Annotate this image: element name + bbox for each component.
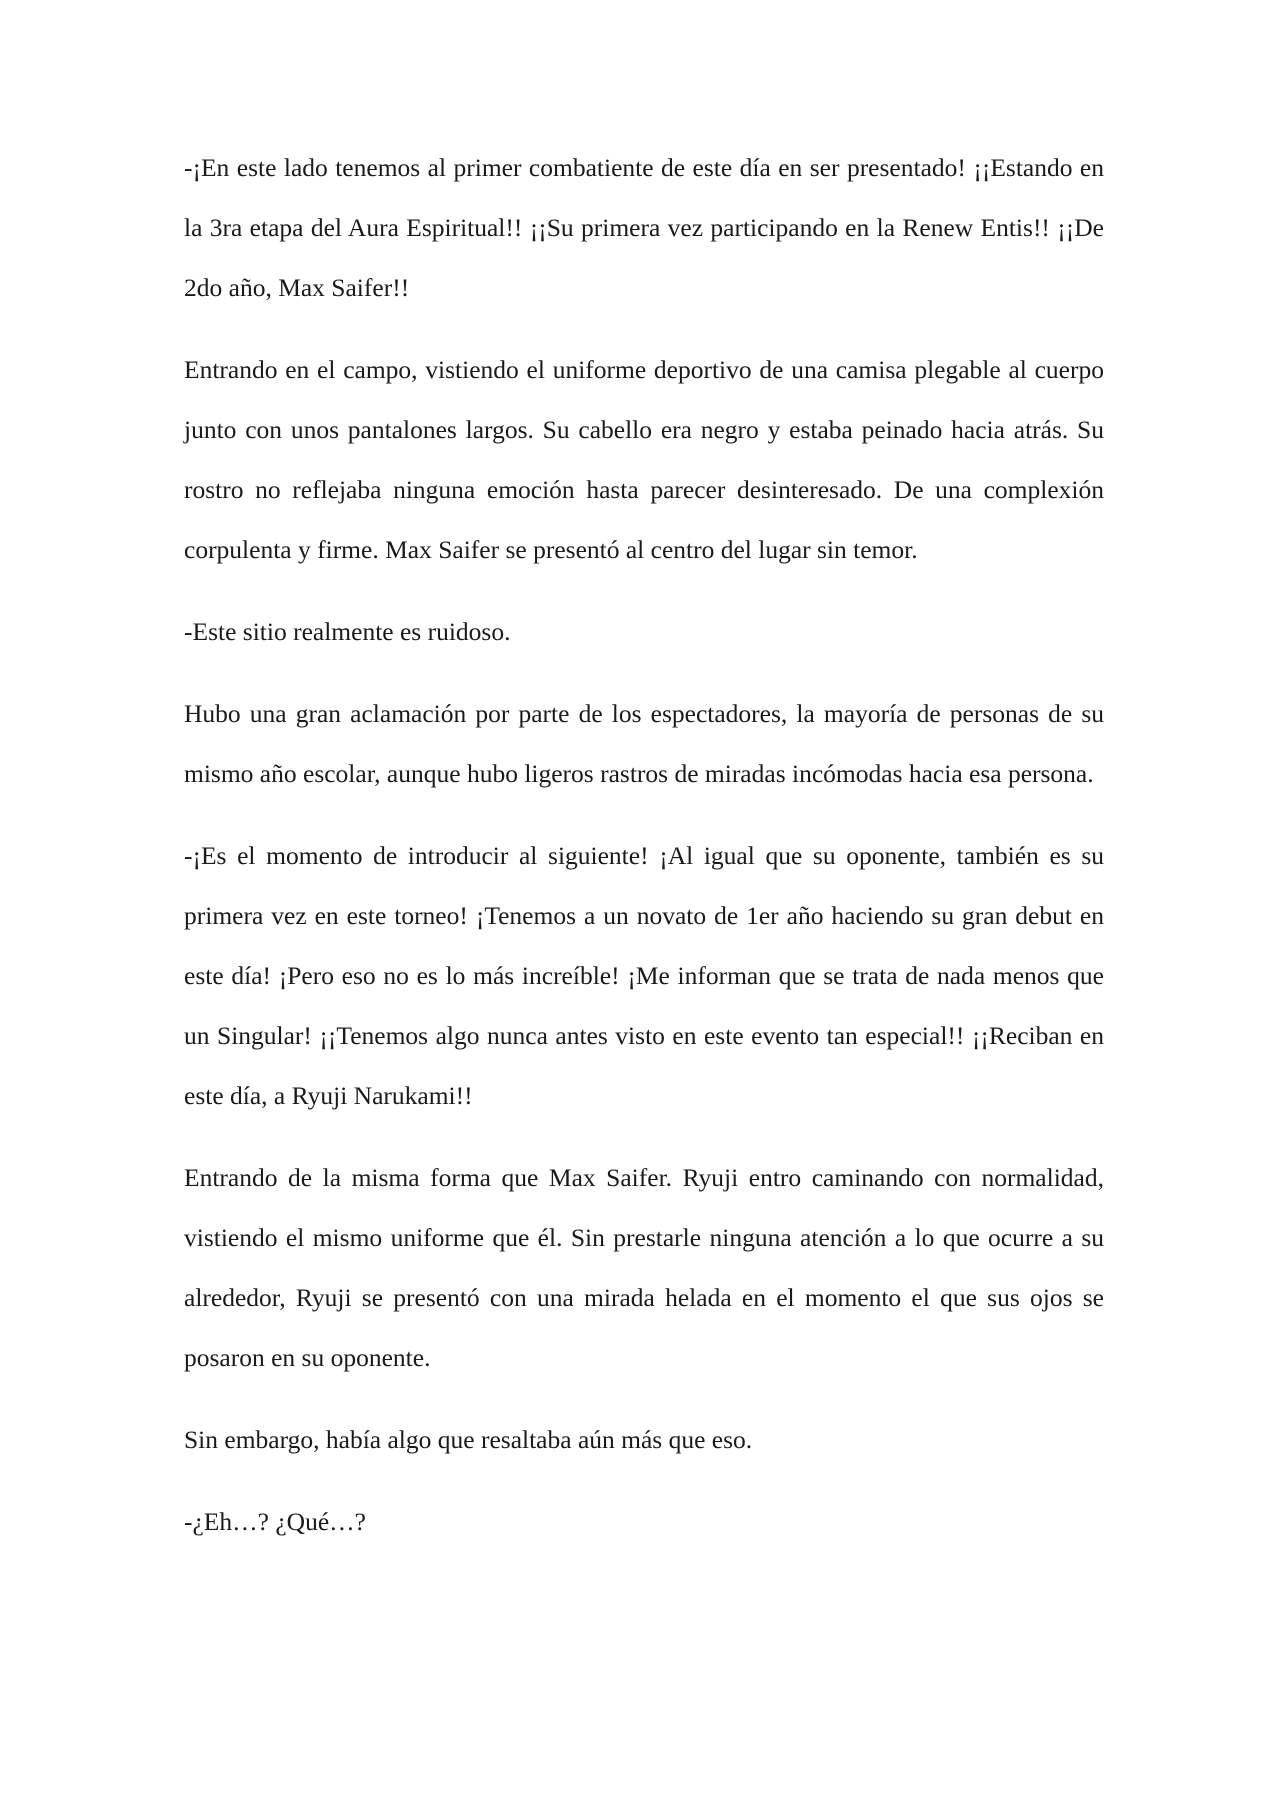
paragraph-confused-remark: -¿Eh…? ¿Qué…? xyxy=(184,1507,366,1536)
paragraph-max-remark: -Este sitio realmente es ruidoso. xyxy=(184,617,511,646)
paragraph-max-description: Entrando en el campo, vistiendo el uniforme deportivo de una camisa plegable al cuerpo junto con unos pantalones largos. Su cabello era negro y estaba peinado hacia atrás. Su rostro no reflejaba ninguna emoción hasta parecer desinteresado. De una complexión corpulenta y firme. Max Saifer se presentó al centro del lugar sin temor. xyxy=(184,355,1104,564)
paragraph-announcer-intro-ryuji: -¡Es el momento de introducir al siguiente! ¡Al igual que su oponente, también es su primera vez en este torneo! ¡Tenemos a un novato de 1er año haciendo su gran debut en este día! ¡Pero eso no es lo más increíble! ¡Me informan que se trata de nada menos que un Singular! ¡¡Tenemos algo nunca antes visto en este evento tan especial!! ¡¡Reciban en este día, a Ryuji Narukami!! xyxy=(184,841,1104,1110)
paragraph-announcer-intro-max: -¡En este lado tenemos al primer combatiente de este día en ser presentado! ¡¡Estando en la 3ra etapa del Aura Espiritual!! ¡¡Su primera vez participando en la Renew Entis!! ¡¡De 2do año, Max Saifer!! xyxy=(184,153,1104,302)
paragraph-something-stood-out: Sin embargo, había algo que resaltaba aún más que eso. xyxy=(184,1425,753,1454)
paragraph-crowd-reaction: Hubo una gran aclamación por parte de los espectadores, la mayoría de personas de su mismo año escolar, aunque hubo ligeros rastros de miradas incómodas hacia esa persona. xyxy=(184,699,1104,788)
paragraph-ryuji-description: Entrando de la misma forma que Max Saifer. Ryuji entro caminando con normalidad, vistiendo el mismo uniforme que él. Sin prestarle ninguna atención a lo que ocurre a su alrededor, Ryuji se presentó con una mirada helada en el momento el que sus ojos se posaron en su oponente. xyxy=(184,1163,1104,1372)
document-page xyxy=(184,138,1104,1574)
